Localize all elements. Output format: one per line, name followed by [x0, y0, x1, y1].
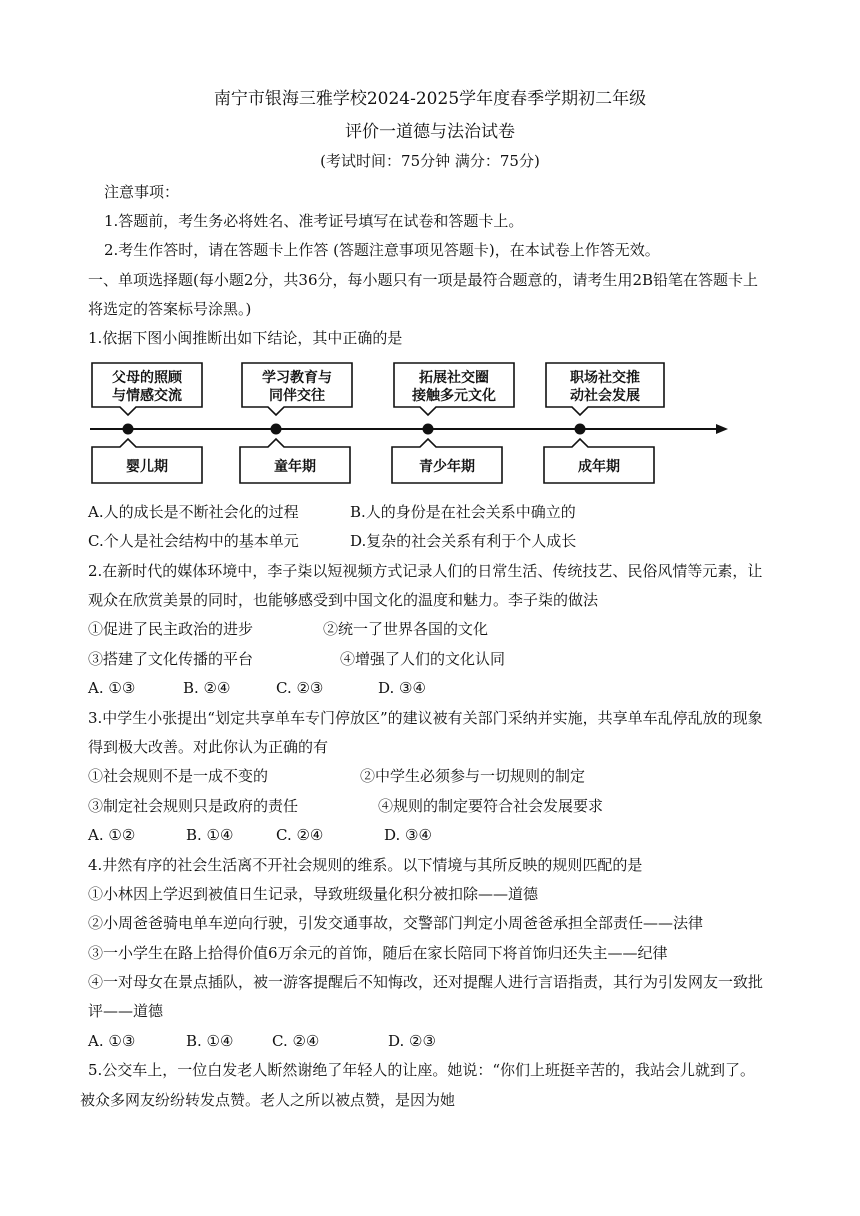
q2-statement-2: ②统一了世界各国的文化	[323, 620, 489, 638]
note-item-1: 1.答题前，考生务必将姓名、准考证号填写在试卷和答题卡上。	[104, 212, 524, 230]
top-callout-line2: 与情感交流	[112, 388, 182, 404]
timeline-dot	[123, 424, 134, 435]
q3-statement-2: ②中学生必须参与一切规则的制定	[360, 767, 586, 785]
q4-statement-4-line1: ④一对母女在景点插队，被一游客提醒后不知悔改，还对提醒人进行言语指责，其行为引发网友一致批	[88, 973, 764, 991]
q3-statement-1: ①社会规则不是一成不变的	[88, 767, 269, 785]
stage-label: 成年期	[578, 459, 620, 475]
timeline-dot	[271, 424, 282, 435]
q5-stem-line1: 5.公交车上，一位白发老人断然谢绝了年轻人的让座。她说：“你们上班挺辛苦的，我站会儿就到了。	[88, 1061, 755, 1079]
section1-instruction-line1: 一、单项选择题(每小题2分，共36分，每小题只有一项是最符合题意的，请考生用2B铅笔在答题卡上	[88, 271, 759, 289]
timeline-node-3	[392, 363, 514, 483]
q2-stem-line1: 2.在新时代的媒体环境中，李子柒以短视频方式记录人们的日常生活、传统技艺、民俗风情等元素，让	[88, 562, 763, 580]
q3-option-c: C. ②④	[276, 826, 324, 844]
timeline-dot	[575, 424, 586, 435]
top-callout-line1: 学习教育与	[262, 370, 332, 386]
q3-option-a: A. ①②	[88, 826, 136, 844]
top-callout-line2: 同伴交往	[269, 388, 325, 404]
q3-stem-line2: 得到极大改善。对此你认为正确的有	[88, 738, 329, 756]
q2-statement-1: ①促进了民主政治的进步	[88, 620, 254, 638]
exam-info: (考试时间：75分钟 满分：75分)	[320, 152, 540, 170]
life-stage-timeline-diagram	[80, 355, 740, 493]
q1-option-d: D.复杂的社会关系有利于个人成长	[350, 532, 577, 550]
top-callout-line2: 动社会发展	[570, 388, 640, 404]
exam-title-line1: 南宁市银海三雅学校2024-2025学年度春季学期初二年级	[213, 89, 647, 109]
stage-label: 青少年期	[419, 459, 475, 475]
q2-statement-4: ④增强了人们的文化认同	[340, 650, 506, 668]
stage-label: 婴儿期	[126, 459, 168, 475]
stage-label: 童年期	[274, 459, 316, 475]
q2-statement-3: ③搭建了文化传播的平台	[88, 650, 254, 668]
q4-stem: 4.井然有序的社会生活离不开社会规则的维系。以下情境与其所反映的规则匹配的是	[88, 856, 643, 874]
q1-option-a: A.人的成长是不断社会化的过程	[88, 503, 299, 521]
top-callout-line1: 父母的照顾	[112, 370, 182, 386]
q2-option-d: D. ③④	[378, 679, 426, 697]
notes-heading: 注意事项：	[104, 183, 180, 201]
q1-option-c: C.个人是社会结构中的基本单元	[88, 532, 299, 550]
q2-option-c: C. ②③	[276, 679, 324, 697]
exam-title-line2: 评价一道德与法治试卷	[345, 122, 515, 142]
q1-option-b: B.人的身份是在社会关系中确立的	[350, 503, 576, 521]
timeline-node-4	[544, 363, 664, 483]
q5-stem-line2: 被众多网友纷纷转发点赞。老人之所以被点赞，是因为她	[80, 1091, 456, 1109]
q3-option-b: B. ①④	[186, 826, 234, 844]
q3-statement-4: ④规则的制定要符合社会发展要求	[378, 797, 604, 815]
note-item-2: 2.考生作答时，请在答题卡上作答 (答题注意事项见答题卡)，在本试卷上作答无效。	[104, 241, 660, 259]
q4-option-c: C. ②④	[272, 1032, 320, 1050]
top-callout-line1: 拓展社交圈	[419, 370, 489, 386]
q4-option-b: B. ①④	[186, 1032, 234, 1050]
q4-option-d: D. ②③	[388, 1032, 436, 1050]
q4-statement-2: ②小周爸爸骑电单车逆向行驶，引发交通事故，交警部门判定小周爸爸承担全部责任——法律	[88, 914, 704, 932]
top-callout-line1: 职场社交推	[570, 370, 640, 386]
timeline-arrowhead	[716, 424, 728, 434]
q2-option-a: A. ①③	[88, 679, 136, 697]
q2-option-b: B. ②④	[183, 679, 231, 697]
timeline-node-1	[92, 363, 202, 483]
top-callout-line2: 接触多元文化	[412, 388, 496, 404]
timeline-dot	[423, 424, 434, 435]
q3-stem-line1: 3.中学生小张提出“划定共享单车专门停放区”的建议被有关部门采纳并实施，共享单车乱停乱放的现象	[88, 709, 763, 727]
q3-statement-3: ③制定社会规则只是政府的责任	[88, 797, 299, 815]
q1-stem: 1.依据下图小闽推断出如下结论，其中正确的是	[88, 329, 403, 347]
q3-option-d: D. ③④	[384, 826, 432, 844]
section1-instruction-line2: 将选定的答案标号涂黑。)	[88, 300, 252, 318]
q4-statement-1: ①小林因上学迟到被值日生记录，导致班级量化积分被扣除——道德	[88, 885, 539, 903]
q4-option-a: A. ①③	[88, 1032, 136, 1050]
q2-stem-line2: 观众在欣赏美景的同时，也能够感受到中国文化的温度和魅力。李子柒的做法	[88, 591, 599, 609]
q4-statement-3: ③一小学生在路上拾得价值6万余元的首饰，随后在家长陪同下将首饰归还失主——纪律	[88, 944, 668, 962]
timeline-node-2	[240, 363, 352, 483]
q4-statement-4-line2: 评——道德	[88, 1002, 164, 1020]
